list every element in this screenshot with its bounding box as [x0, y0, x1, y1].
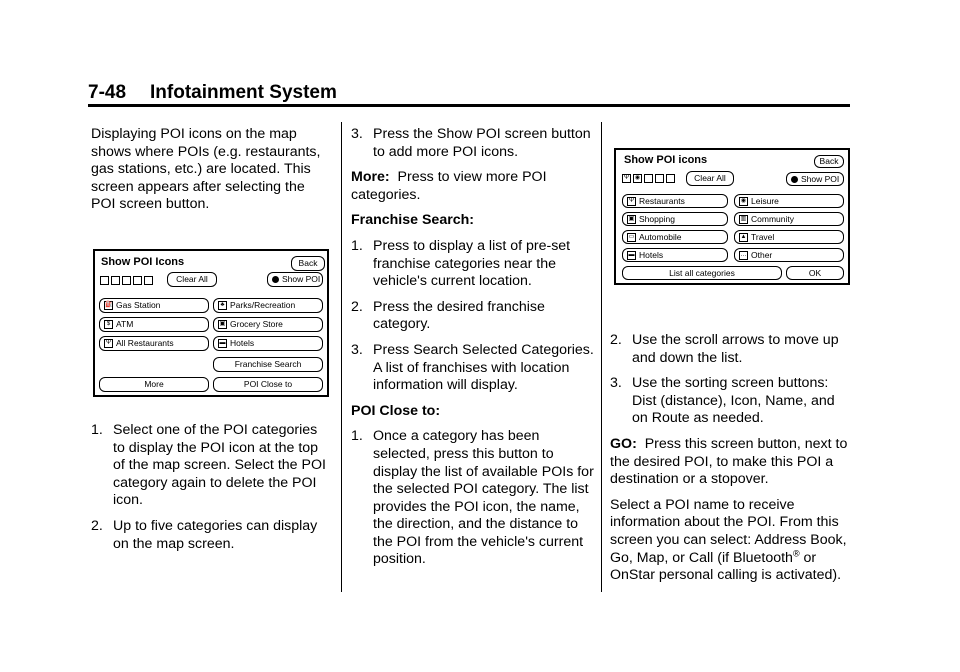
step-item — [351, 342, 595, 395]
more-paragraph — [351, 169, 595, 204]
button-label: OK — [808, 267, 822, 278]
show-poi-label: Show POI — [282, 274, 321, 284]
list-all-categories-button[interactable] — [622, 266, 782, 280]
more-label: More: — [351, 169, 390, 186]
step-item — [610, 332, 854, 367]
show-poi-label: Show POI — [801, 173, 840, 184]
back-label: Back — [819, 156, 839, 166]
car-icon: ▭ — [628, 233, 635, 240]
button-label: Parks/Recreation — [230, 300, 296, 310]
column-divider-1 — [341, 122, 342, 592]
button-label: Restaurants — [639, 195, 685, 206]
section-title: Infotainment System — [150, 82, 337, 103]
other-button[interactable] — [734, 248, 844, 262]
gas-station-icon: ⛽ — [105, 302, 113, 308]
poi-icon-slots — [100, 276, 153, 285]
button-label: Hotels — [639, 249, 664, 260]
step-text: Press the Show POI screen button to add more POI icons. — [373, 126, 591, 160]
step-text: Select one of the POI categories to display the POI icon at the top of the map screen. Select the POI category again to delete the POI icon. — [113, 422, 326, 509]
back-button[interactable] — [291, 256, 325, 271]
step-item — [351, 238, 595, 291]
fork-knife-icon: Ψ — [628, 197, 634, 204]
column-1 — [91, 126, 333, 222]
hotels-button[interactable] — [622, 248, 728, 262]
column-3 — [610, 332, 854, 593]
step-text: Use the scroll arrows to move up and down the list. — [632, 332, 839, 366]
step-text: Once a category has been selected, press this button to display the list of available POIs for the selected POI category. The list provides the POI icon, the name, the direction, and the distance to the POI from the vehicle's current position. — [373, 428, 594, 568]
radio-dot-icon — [272, 276, 279, 283]
show-poi-icons-screen-1 — [93, 249, 329, 397]
back-label: Back — [298, 258, 318, 268]
go-text: Press this screen button, next to the desired POI, to make this POI a destination or a stopover. — [610, 435, 848, 488]
header-rule — [88, 104, 850, 107]
step-number: 2. — [91, 517, 103, 534]
ok-button[interactable] — [786, 266, 844, 280]
leisure-slot-icon[interactable]: ◉ — [634, 175, 641, 181]
step-item — [610, 375, 854, 428]
step-item — [351, 299, 595, 334]
button-label: Travel — [751, 231, 775, 242]
step-item — [351, 428, 595, 569]
shopping-bag-icon: ▣ — [628, 215, 635, 222]
show-poi-button[interactable] — [786, 172, 844, 186]
restaurant-slot-icon[interactable]: Ψ — [623, 175, 629, 181]
more-button[interactable] — [99, 377, 209, 392]
intro-paragraph: Displaying POI icons on the map shows where POIs (e.g. restaurants, gas stations, etc.) are located. This screen appears after selecting the POI screen button. — [91, 126, 321, 213]
step-item — [351, 126, 595, 161]
column-2 — [351, 126, 595, 577]
community-button[interactable] — [734, 212, 844, 226]
community-icon: ▥ — [740, 215, 747, 222]
step-text: Press Search Selected Categories. A list of franchises with location information will display. — [373, 341, 594, 394]
fork-knife-icon: Ψ — [105, 340, 111, 346]
step-number: 3. — [351, 126, 363, 142]
shopping-button[interactable] — [622, 212, 728, 226]
step-number: 1. — [91, 422, 103, 438]
button-label: POI Close to — [243, 379, 293, 389]
registered-mark: ® — [792, 547, 800, 558]
screen-title: Show POI icons — [624, 154, 708, 166]
go-paragraph — [610, 436, 854, 489]
select-text-b: or OnStar personal calling is activated). — [610, 549, 842, 584]
step-text: Up to five categories can display on the map screen. — [113, 517, 318, 552]
travel-button[interactable] — [734, 230, 844, 244]
grocery-store-button[interactable] — [213, 317, 323, 332]
more-text: Press to view more POI categories. — [351, 169, 547, 203]
show-poi-icons-screen-2 — [614, 148, 850, 285]
bed-icon: ▬ — [628, 251, 635, 258]
show-poi-button[interactable] — [267, 272, 323, 287]
cart-icon: ▣ — [219, 321, 226, 327]
button-label: Automobile — [639, 231, 682, 242]
step-number: 3. — [351, 341, 363, 358]
button-label: Franchise Search — [234, 359, 302, 369]
step-number: 1. — [351, 428, 363, 445]
poi-slot[interactable] — [644, 174, 653, 183]
step-number: 3. — [610, 375, 622, 392]
poi-slot[interactable] — [144, 276, 153, 285]
button-label: Hotels — [230, 338, 255, 348]
clear-all-button[interactable] — [167, 272, 217, 287]
step-number: 2. — [610, 332, 622, 348]
step-item — [91, 518, 333, 553]
button-label: Grocery Store — [230, 319, 283, 329]
gas-station-button[interactable] — [99, 298, 209, 313]
step-number: 1. — [351, 237, 363, 254]
restaurants-button[interactable] — [622, 194, 728, 208]
poi-slot[interactable] — [133, 276, 142, 285]
poi-slot[interactable] — [666, 174, 675, 183]
go-label: GO: — [610, 435, 637, 452]
step-text: Use the sorting screen buttons: Dist (distance), Icon, Name, and on Route as needed. — [632, 375, 835, 427]
button-label: Community — [751, 213, 794, 224]
poi-close-to-button[interactable] — [213, 377, 323, 392]
bed-icon: ▬ — [219, 340, 226, 346]
screen-title: Show POI Icons — [101, 256, 185, 268]
button-label: More — [144, 379, 164, 389]
radio-dot-icon — [791, 176, 798, 183]
clear-all-label: Clear All — [176, 274, 208, 284]
other-icon: … — [740, 251, 747, 258]
column-divider-2 — [601, 122, 602, 592]
leisure-icon: ◉ — [740, 197, 747, 204]
tree-icon: ♣ — [218, 301, 227, 310]
button-label: Leisure — [751, 195, 779, 206]
atm-button[interactable] — [99, 317, 209, 332]
poi-slot[interactable] — [100, 276, 109, 285]
clear-all-label: Clear All — [694, 173, 726, 183]
clear-all-button[interactable] — [686, 171, 734, 186]
select-text-a: Select a POI name to receive information about the POI. From this screen you can select: Address Book, Go, Map, or Call (if Bluetooth — [610, 496, 847, 566]
step-text: Press to display a list of pre-set franchise categories near the vehicle's current location. — [373, 237, 571, 290]
column-1-steps — [91, 422, 333, 561]
step-number: 2. — [351, 298, 363, 315]
button-label: ATM — [116, 319, 134, 329]
select-poi-paragraph — [610, 497, 854, 585]
parks-recreation-button[interactable] — [213, 298, 323, 313]
leisure-button[interactable] — [734, 194, 844, 208]
poi-slot[interactable] — [122, 276, 131, 285]
automobile-button[interactable] — [622, 230, 728, 244]
atm-icon: $ — [104, 320, 113, 329]
button-label: Gas Station — [116, 300, 161, 310]
page-header — [88, 82, 850, 106]
travel-icon: ▲ — [740, 233, 747, 240]
step-text: Press the desired franchise category. — [373, 298, 545, 333]
all-restaurants-button[interactable] — [99, 336, 209, 351]
back-button[interactable] — [814, 155, 844, 168]
franchise-heading: Franchise Search: — [351, 212, 475, 229]
button-label: All Restaurants — [116, 338, 174, 348]
franchise-search-button[interactable] — [213, 357, 323, 372]
poi-close-heading: POI Close to: — [351, 402, 441, 419]
poi-slot[interactable] — [111, 276, 120, 285]
poi-slot[interactable] — [655, 174, 664, 183]
button-label: Other — [751, 249, 773, 260]
button-label: Shopping — [639, 213, 675, 224]
button-label: List all categories — [669, 267, 735, 278]
hotels-button[interactable] — [213, 336, 323, 351]
page-number: 7-48 — [88, 82, 127, 103]
step-item — [91, 422, 333, 510]
poi-icon-slots — [622, 174, 675, 183]
